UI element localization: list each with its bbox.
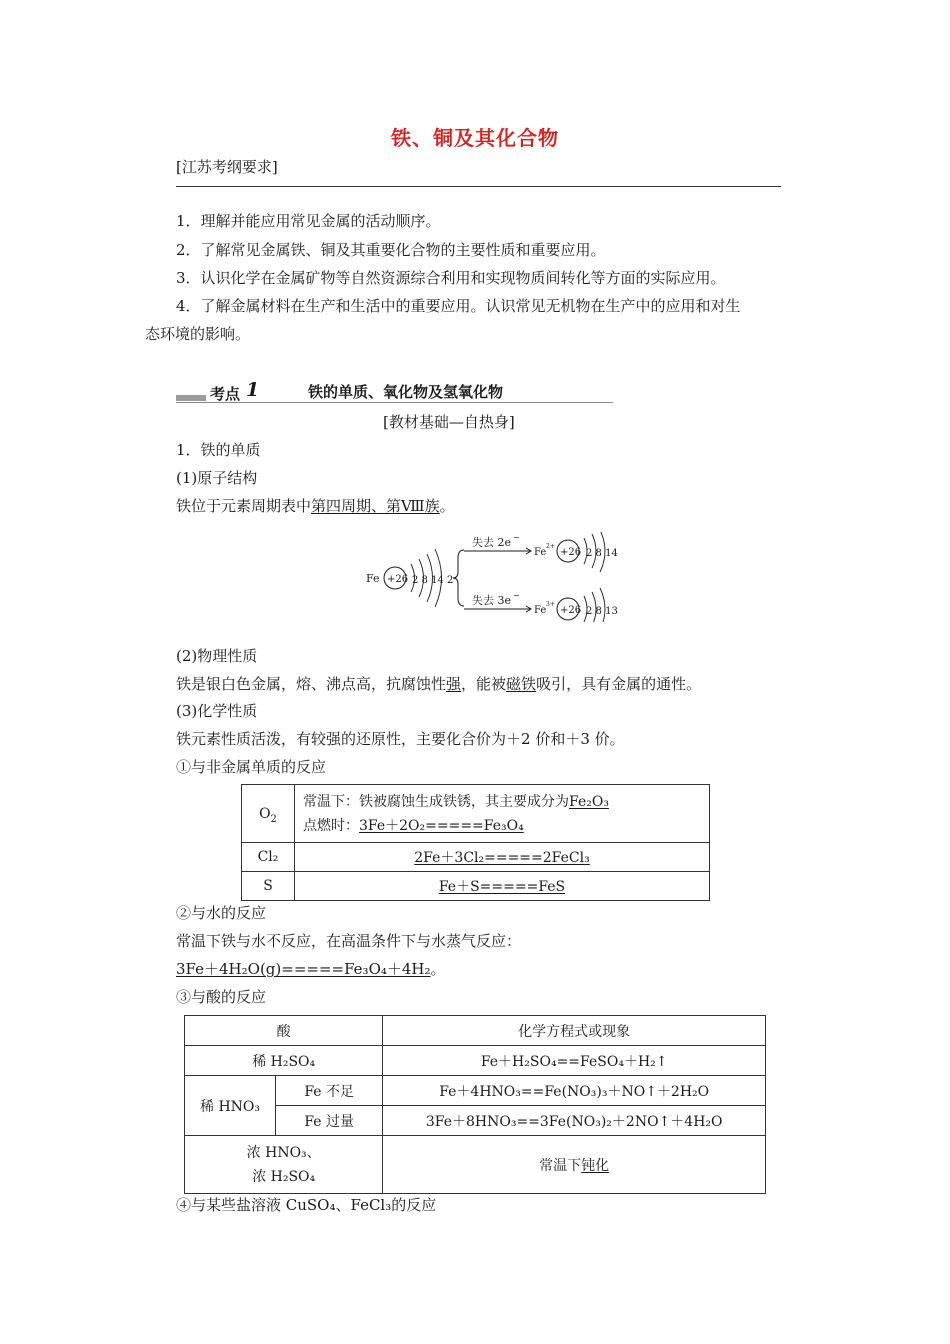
svg-text:−: − [513,591,520,600]
table-cell-s: S [242,872,295,901]
nucleus-charge: +26 [387,574,409,585]
svg-text:+26: +26 [560,547,582,558]
table-cell-passivation: 常温下钝化 [383,1136,766,1194]
kaodian-label: 考点 [210,385,241,403]
fe2-config: 2 8 14 [586,548,618,559]
table-cell-cl2-eq: 2Fe＋3Cl₂=====2FeCl₃ [414,850,590,866]
nonmetal-reaction-table [241,784,710,901]
table-cell-dilute-h2so4: 稀 H₂SO₄ [185,1046,383,1076]
kaodian-bar [176,395,206,401]
electron-config: 2 8 14 2 [412,575,454,586]
table-cell-s-eq: Fe＋S=====FeS [438,879,566,895]
table-header-acid: 酸 [185,1016,383,1046]
fe3-config: 2 8 13 [586,606,618,617]
table-cell-eq1: Fe＋H₂SO₄==FeSO₄＋H₂↑ [383,1046,766,1076]
fe2-symbol: Fe [534,547,547,558]
subsection-heading: (2)物理性质 [176,647,258,665]
water-reaction-text: 常温下铁与水不反应，在高温条件下与水蒸气反应： [176,932,522,950]
svg-text:2+: 2+ [546,543,555,550]
requirements-header: [江苏考纲要求] [176,158,278,176]
reaction-heading: ④与某些盐溶液 CuSO₄、FeCl₃的反应 [176,1196,437,1214]
header-divider [176,186,781,187]
table-header-equation: 化学方程式或现象 [383,1016,766,1046]
physical-properties-text: 铁是银白色金属，熔、沸点高，抗腐蚀性强，能被磁铁吸引，具有金属的通性。 [176,675,702,693]
reaction-heading: ③与酸的反应 [176,988,267,1006]
table-cell-o2-desc: 常温下：铁被腐蚀生成铁锈，其主要成分为Fe₂O₃ 点燃时：3Fe＋2O₂=====Fe₃O₄ [295,785,710,843]
reaction-heading: ②与水的反应 [176,904,267,922]
section-subheader: [教材基础—自热身] [383,413,515,431]
kaodian-title: 铁的单质、氧化物及氢氧化物 [308,383,504,401]
table-cell-concentrated-acids: 浓 HNO₃、 浓 H₂SO₄ [185,1136,383,1194]
section-heading: 1．铁的单质 [176,441,261,459]
atom-structure-text: 铁位于元素周期表中第四周期、第Ⅷ族。 [176,497,455,515]
chemical-properties-text: 铁元素性质活泼，有较强的还原性，主要化合价为＋2 价和＋3 价。 [176,730,625,748]
requirement-item: 1．理解并能应用常见金属的活动顺序。 [176,212,441,230]
kaodian-number: 1 [246,379,260,401]
subsection-heading: (3)化学性质 [176,702,258,720]
acid-reaction-table [184,1015,766,1194]
requirement-item: 3．认识化学在金属矿物等自然资源综合利用和实现物质间转化等方面的实际应用。 [176,269,726,287]
table-cell-eq2: Fe＋4HNO₃==Fe(NO₃)₃＋NO↑＋2H₂O [383,1076,766,1106]
brace [453,550,464,606]
requirement-item-cont: 态环境的影响。 [145,325,251,343]
table-cell-o2: $O_2$ [242,785,295,843]
fe-symbol: Fe [366,572,380,585]
water-reaction-equation: 3Fe＋4H₂O(g)=====Fe₃O₄＋4H₂。 [176,960,446,978]
requirement-item: 2．了解常见金属铁、铜及其重要化合物的主要性质和重要应用。 [176,241,606,259]
table-cell-eq3: 3Fe＋8HNO₃==3Fe(NO₃)₂＋2NO↑＋4H₂O [383,1106,766,1136]
table-cell-cl2: Cl₂ [242,843,295,872]
fe3-symbol: Fe [534,605,547,616]
table-cell-fe-less: Fe 不足 [276,1076,383,1106]
svg-text:3+: 3+ [546,601,555,608]
page-title: 铁、铜及其化合物 [391,126,559,150]
reaction-heading: ①与非金属单质的反应 [176,758,327,776]
atomic-structure-diagram [360,532,620,622]
kaodian-underline [176,402,613,403]
lose-2e-label: 失去 2e [472,536,512,549]
table-cell-fe-more: Fe 过量 [276,1106,383,1136]
subsection-heading: (1)原子结构 [176,469,258,487]
svg-text:−: − [513,533,520,542]
table-cell-dilute-hno3: 稀 HNO₃ [185,1076,276,1136]
requirement-item: 4．了解金属材料在生产和生活中的重要应用。认识常见无机物在生产中的应用和对生 [176,297,741,315]
lose-3e-label: 失去 3e [472,594,512,607]
svg-text:+26: +26 [560,605,582,616]
